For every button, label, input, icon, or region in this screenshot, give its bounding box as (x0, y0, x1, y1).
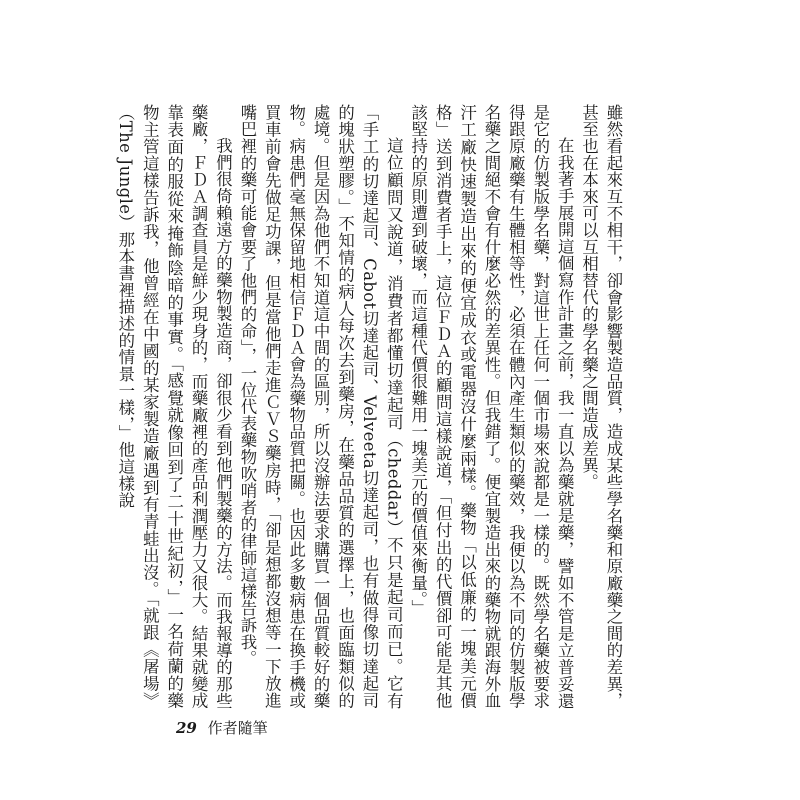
page-number: 29 (176, 719, 197, 737)
paragraph-4: 我們很倚賴遠方的藥物製造商，卻很少看到他們製藥的方法。而我報導的那些藥廠，ＦＤＡ調查員是鮮少現身的，而藥廠裡的產品利潤壓力又很大。結果就變成靠表面的服從來掩飾陰暗的事實。「感覺就像回到了二十世紀初，」一名荷蘭的藥物主管這樣告訴我，他曾經在中國的某家製造廠遇到有青蛙出沒。「就跟《屠場》（The Jungle）那本書裡描述的情景一樣，」他這樣說 (115, 104, 233, 709)
vertical-text-body (115, 104, 625, 709)
paragraph-3: 這位顧問又說道，消費者都懂切達起司（cheddar）不只是起司而已。它有「手工的切達起司、Cabot切達起司、Velveeta切達起司，也有做得像切達起司的塊狀塑膠。」不知情的病人每次去到藥房，在藥品品質的選擇上，也面臨類似的處境。但是因為他們不知道這中間的區別，所以沒辦法要求購買一個品質較好的藥物。病患們毫無保留地相信ＦＤＡ會為藥物品質把關。也因此多數病患在換手機或買車前會先做足功課，但是當他們走進ＣＶＳ藥房時，「卻是想都沒想等一下放進嘴巴裡的藥可能會要了他們的命」，一位代表藥物吹哨者的律師這樣告訴我。 (237, 104, 404, 709)
paragraph-1: 雖然看起來互不相干，卻會影響製造品質，造成某些學名藥和原廠藥之間的差異，甚至也在本來可以互相替代的學名藥之間造成差異。 (579, 104, 623, 709)
section-title: 作者隨筆 (207, 719, 268, 737)
paragraph-2: 在我著手展開這個寫作計畫之前，我一直以為藥就是藥，譬如不管是立普妥還是它的仿製版學名藥，對這世上任何一個市場來說都是一樣的。既然學名藥被要求得跟原廠藥有生體相等性，必須在體內產生類似的藥效，我便以為不同的仿製版學名藥之間絕不會有什麼必然的差異性。但我錯了。便宜製造出來的藥物就跟海外血汗工廠快速製造出來的便宜成衣或電器沒什麼兩樣。藥物「以低廉的一塊美元價格」送到消費者手上，這位ＦＤＡ的顧問這樣說道，「但付出的代價卻可能是其他該堅持的原則遭到破壞，而這種代價很難用一塊美元的價值來衡量。」 (408, 104, 575, 709)
page-footer (176, 717, 268, 738)
